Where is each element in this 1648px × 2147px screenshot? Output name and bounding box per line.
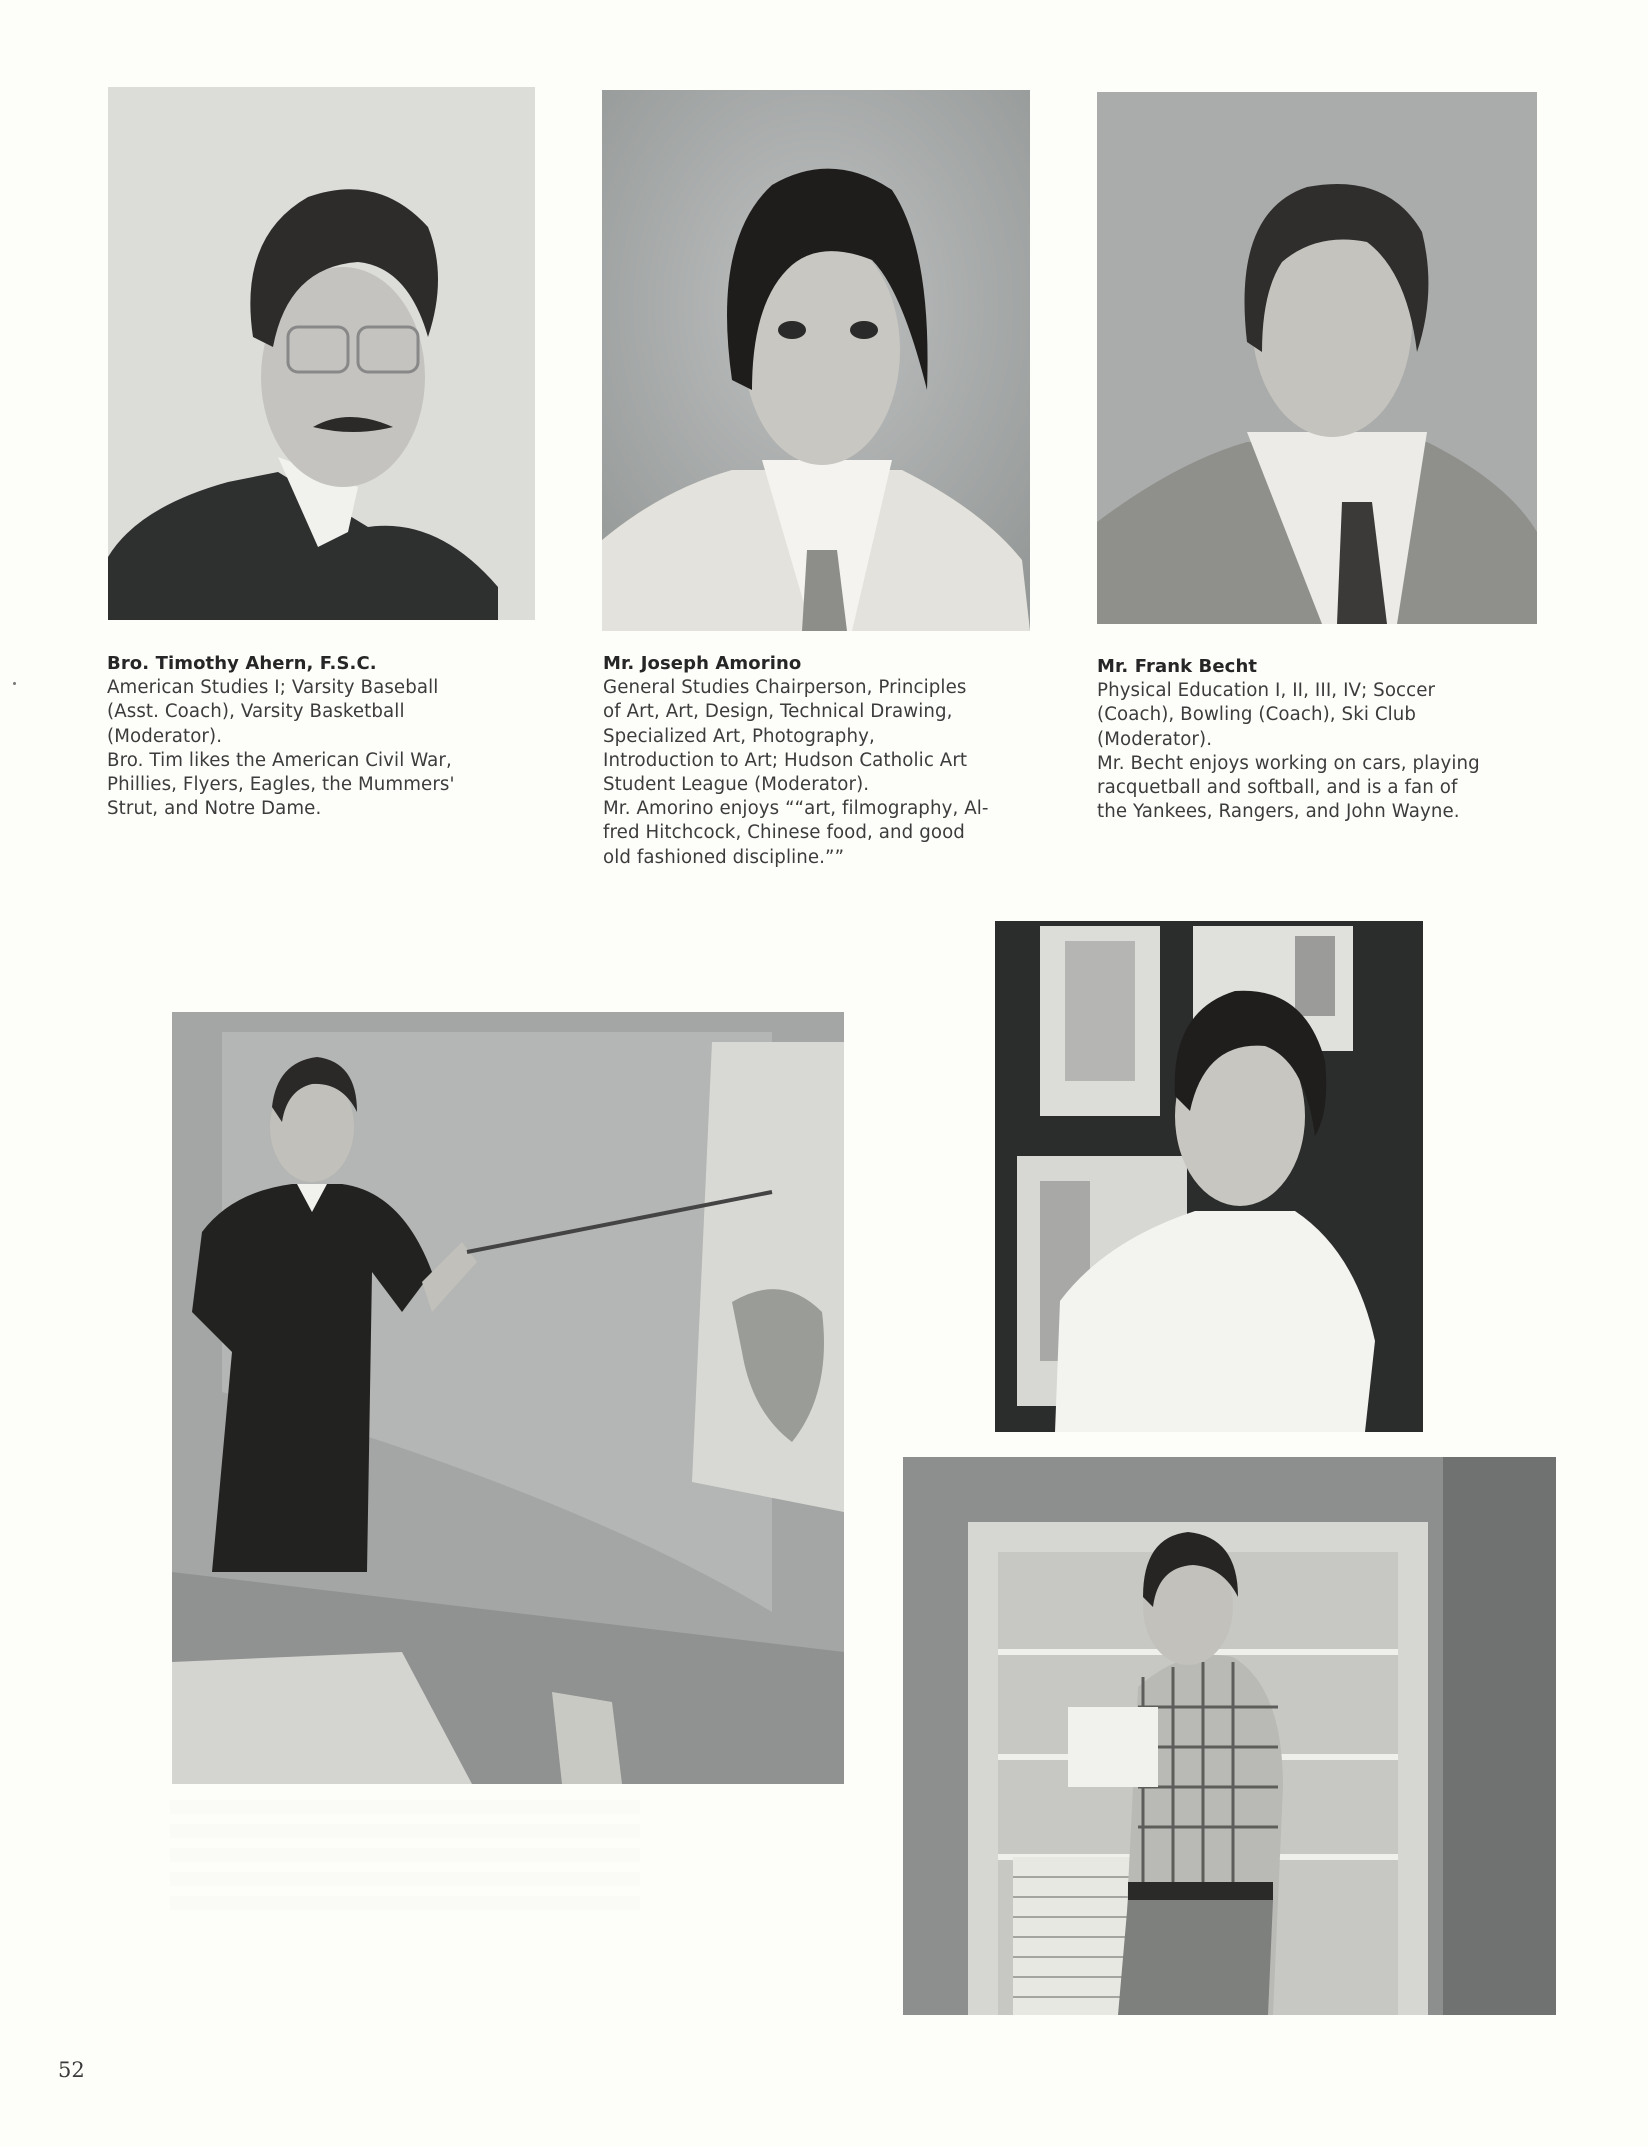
caption-line: Mr. Amorino enjoys ““art, filmography, Al- [603,798,989,820]
caption-line: of Art, Art, Design, Technical Drawing, [603,701,953,723]
caption-line: Introduction to Art; Hudson Catholic Art [603,749,968,771]
caption-line: Mr. Becht enjoys working on cars, playing [1097,752,1480,774]
candid-photo-art-room [995,921,1423,1432]
candid-photo-cabinet [903,1457,1556,2015]
bleed-through-text [170,1800,640,1920]
faculty-name: Bro. Timothy Ahern, F.S.C. [107,653,377,674]
portrait-image [108,87,535,620]
caption-line: General Studies Chairperson, Principles [603,677,967,699]
portrait-image [602,90,1030,631]
caption-line: fred Hitchcock, Chinese food, and good [603,822,965,844]
faculty-name: Mr. Frank Becht [1097,656,1258,677]
print-speck [13,682,16,685]
portrait-photo-ahern [108,87,535,620]
candid-image [995,921,1423,1432]
portrait-photo-amorino [602,90,1030,631]
caption-line: the Yankees, Rangers, and John Wayne. [1097,801,1460,823]
page-number: 52 [58,2058,85,2082]
candid-image [903,1457,1556,2015]
caption-line: Phillies, Flyers, Eagles, the Mummers' [107,774,455,796]
caption-line: old fashioned discipline.”” [603,846,845,868]
caption-line: Specialized Art, Photography, [603,725,875,747]
caption-line: (Asst. Coach), Varsity Basketball [107,701,405,723]
candid-photo-classroom [172,1012,844,1784]
faculty-caption-becht [1097,655,1480,824]
faculty-caption-ahern [107,652,455,821]
caption-line: American Studies I; Varsity Baseball [107,677,439,699]
faculty-caption-amorino [603,652,989,870]
caption-line: Student League (Moderator). [603,774,870,796]
caption-line: (Moderator). [1097,728,1213,750]
caption-line: (Moderator). [107,725,223,747]
caption-line: Strut, and Notre Dame. [107,798,322,820]
portrait-photo-becht [1097,92,1537,624]
caption-line: (Coach), Bowling (Coach), Ski Club [1097,704,1417,726]
caption-line: Physical Education I, II, III, IV; Soccer [1097,680,1436,702]
caption-line: racquetball and softball, and is a fan of [1097,777,1458,799]
caption-line: Bro. Tim likes the American Civil War, [107,749,452,771]
faculty-name: Mr. Joseph Amorino [603,653,802,674]
candid-image [172,1012,844,1784]
portrait-image [1097,92,1537,624]
